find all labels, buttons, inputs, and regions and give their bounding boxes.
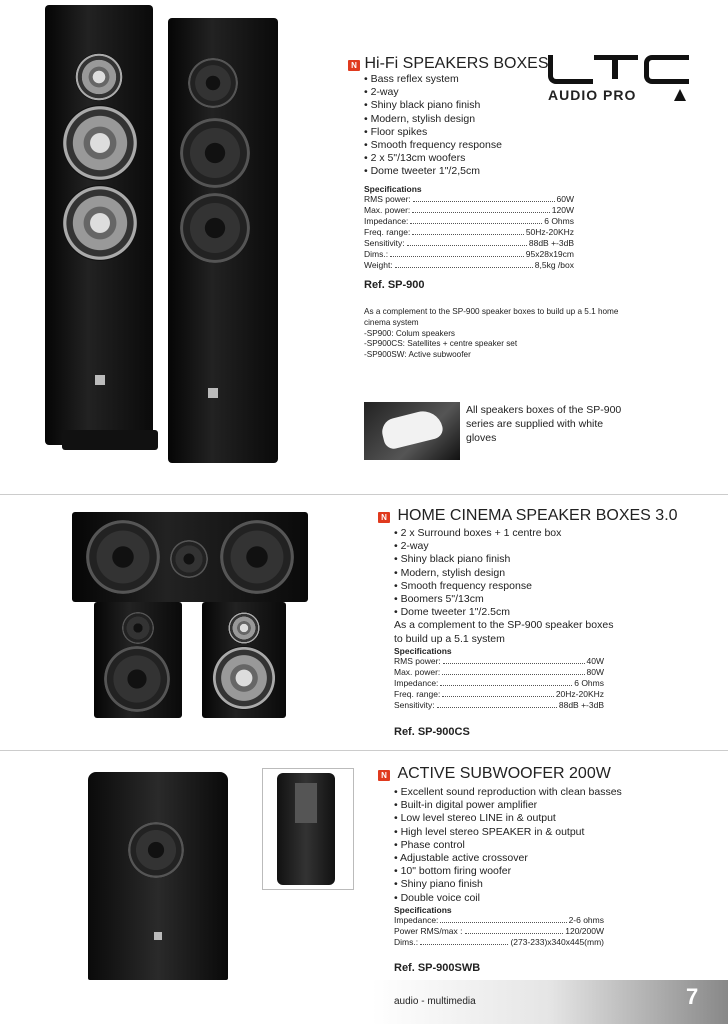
page-number: 7: [686, 984, 699, 1009]
surround-tweeter: [122, 612, 154, 644]
center-speaker: [72, 512, 308, 602]
surround-woofer-open: [212, 646, 276, 710]
section3-specs: [394, 905, 604, 948]
brand-logo: [548, 55, 688, 105]
woofer-dark-lower: [180, 193, 250, 263]
section1-note: As a complement to the SP-900 speaker boxes to build up a 5.1 home cinema system -SP900: Colum speakers -SP900CS: Satellites + centre speaker set -SP900SW: Active subwoofer: [364, 307, 619, 360]
bullet: • 2 x 5"/13cm woofers: [364, 152, 466, 165]
tweeter: [75, 53, 123, 101]
brand-sub: AUDIO PRO: [548, 87, 637, 103]
spec-row: Freq. range: 20Hz-20KHz: [394, 689, 604, 699]
logo-plate: [208, 388, 218, 398]
logo-plate: [95, 375, 105, 385]
bullet: • 2-way: [364, 86, 399, 99]
spec-row: RMS power: 60W: [364, 194, 574, 204]
bullet: • Floor spikes: [364, 125, 428, 138]
bullet: • Adjustable active crossover: [394, 852, 528, 865]
bullet: • Low level stereo LINE in & output: [394, 812, 556, 825]
spec-row: Impedance: 2-6 ohms: [394, 915, 604, 925]
center-woofer-right: [220, 520, 294, 594]
bullet: • Modern, stylish design: [394, 566, 506, 579]
section2-title: HOME CINEMA SPEAKER BOXES 3.0: [397, 507, 678, 524]
tweeter-dark: [188, 58, 238, 108]
surround-speaker-dark: [94, 602, 182, 718]
section3-header: [378, 765, 611, 783]
center-woofer-left: [86, 520, 160, 594]
floor-speaker-angle: [168, 18, 278, 463]
bullet: • Shiny piano finish: [394, 878, 483, 891]
section1-ref: Ref. SP-900: [364, 279, 425, 291]
surround-speaker-open: [202, 602, 286, 718]
section3-title: ACTIVE SUBWOOFER 200W: [397, 765, 611, 782]
extra-line: to build up a 5.1 system: [394, 632, 505, 645]
spec-row: Max. power: 120W: [364, 205, 574, 215]
bullet: • Built-in digital power amplifier: [394, 799, 538, 812]
woofer-upper: [62, 105, 138, 181]
bullet: • 2 x Surround boxes + 1 centre box: [394, 527, 562, 539]
subwoofer-port: [128, 822, 184, 878]
gloves-image: [364, 402, 460, 460]
new-badge: N: [348, 60, 360, 71]
spec-row: Impedance: 6 Ohms: [364, 216, 574, 226]
bullet: • Boomers 5"/13cm: [394, 593, 484, 606]
woofer-dark-upper: [180, 118, 250, 188]
section2-bullets: [394, 527, 613, 646]
specs-heading: Specifications: [394, 646, 452, 656]
bullet: • Shiny black piano finish: [394, 553, 511, 566]
bullet: • Excellent sound reproduction with clean basses: [394, 786, 622, 798]
center-tweeter: [170, 540, 208, 578]
bullet: • Dome tweeter 1"/2,5cm: [364, 165, 480, 178]
specs-heading: Specifications: [394, 905, 452, 915]
spec-row: Sensitivity: 88dB +-3dB: [394, 700, 604, 710]
bullet: • Dome tweeter 1"/2.5cm: [394, 606, 510, 619]
spec-row: RMS power: 40W: [394, 656, 604, 666]
spec-row: Power RMS/max : 120/200W: [394, 926, 604, 936]
section1-specs: [364, 184, 574, 271]
section1-bullets: [364, 73, 502, 179]
subwoofer-rear-image: [262, 768, 354, 890]
floor-speaker-front: [45, 5, 153, 445]
spec-row: Impedance: 6 Ohms: [394, 678, 604, 688]
surround-woofer: [104, 646, 170, 712]
section2-header: [378, 507, 678, 525]
spec-row: Dims.: (273-233)x340x445(mm): [394, 937, 604, 947]
triangle-icon: [674, 89, 686, 101]
spec-row: Dims.: 95x28x19cm: [364, 249, 574, 259]
woofer-lower: [62, 185, 138, 261]
bullet: • Shiny black piano finish: [364, 99, 481, 112]
specs-heading: Specifications: [364, 184, 422, 194]
section3-ref: Ref. SP-900SWB: [394, 962, 481, 974]
section2-specs: [394, 646, 604, 711]
bullet: • Smooth frequency response: [364, 139, 502, 152]
new-badge: N: [378, 512, 390, 523]
bullet: • Phase control: [394, 838, 465, 851]
bullet: • High level stereo SPEAKER in & output: [394, 825, 585, 838]
spec-row: Weight: 8,5kg /box: [364, 260, 574, 270]
section1-header: [348, 55, 549, 73]
spec-row: Max. power: 80W: [394, 667, 604, 677]
logo-plate: [154, 932, 162, 940]
spec-row: Freq. range: 50Hz-20KHz: [364, 227, 574, 237]
section1-title: Hi-Fi SPEAKERS BOXES: [364, 55, 549, 72]
bullet: • 2-way: [394, 540, 429, 553]
extra-line: As a complement to the SP-900 speaker boxes: [394, 619, 614, 632]
new-badge: N: [378, 770, 390, 781]
bullet: • Smooth frequency response: [394, 579, 532, 592]
section2-ref: Ref. SP-900CS: [394, 726, 470, 738]
bullet: • Bass reflex system: [364, 73, 459, 85]
bullet: • Double voice coil: [394, 891, 480, 904]
spec-row: Sensitivity: 88dB +-3dB: [364, 238, 574, 248]
footer-category: audio - multimedia: [394, 996, 476, 1007]
bullet: • 10" bottom firing woofer: [394, 865, 512, 878]
speaker-base: [62, 430, 158, 450]
subwoofer-image: [88, 772, 228, 980]
bullet: • Modern, stylish design: [364, 112, 476, 125]
section3-bullets: [394, 786, 622, 905]
gloves-text: All speakers boxes of the SP-900 series are supplied with white gloves: [466, 404, 622, 444]
surround-tweeter-open: [228, 612, 260, 644]
